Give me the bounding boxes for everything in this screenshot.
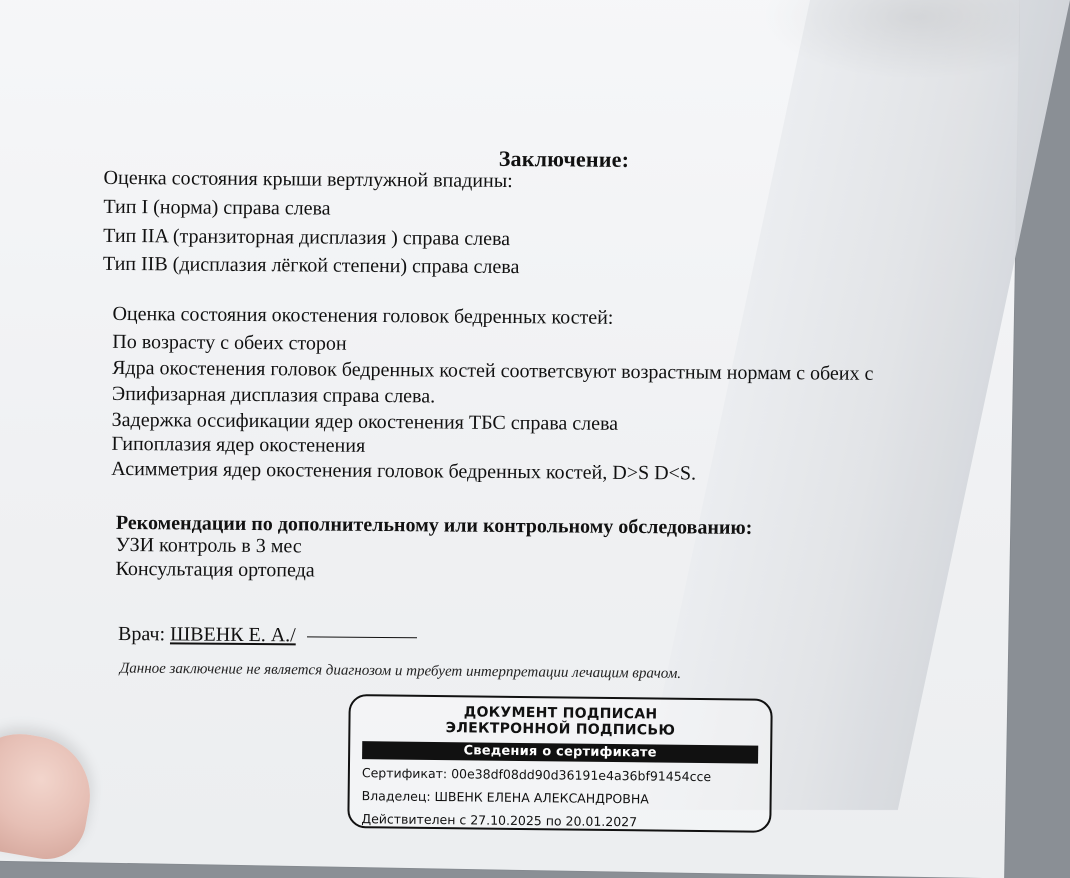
section1-line-3: Тип IIB (дисплазия лёгкой степени) справа слева [102,252,520,279]
doctor-label: Врач: [117,622,166,646]
doctor-line [118,623,417,648]
recommendations-line-1: УЗИ контроль в 3 мес [115,533,302,558]
doctor-name: ШВЕНК Е. А./ [169,623,296,647]
disclaimer-note: Данное заключение не является диагнозом и требует интерпретации лечащим врачом. [119,660,682,682]
document-title: Заключение: [498,145,630,172]
section2-line-3: Эпифизарная дисплазия справа слева. [111,382,436,408]
stamp-title-line-1: ДОКУМЕНТ ПОДПИСАН [463,704,658,723]
stamp-certificate-bar: Сведения о сертификате [362,741,758,763]
section2-line-4: Задержка оссификации ядер окостенения ТБС справа слева [111,408,619,435]
signature-line [307,636,417,638]
section1-line-2: Тип IIA (транзиторная дисплазия ) справа слева [103,224,511,251]
section1-line-1: Тип I (норма) справа слева [103,195,331,220]
stamp-title-line-2: ЭЛЕКТРОННОЙ ПОДПИСЬЮ [445,720,676,739]
section2-line-5: Гипоплазия ядер окостенения [111,432,366,457]
section2-line-2: Ядра окостенения головок бедренных костей соответсвуют возрастным нормам с обеих с [112,356,874,385]
e-signature-stamp [347,694,772,833]
section2-heading: Оценка состояния окостенения головок бедренных костей: [112,302,614,329]
recommendations-heading: Рекомендации по дополнительному или контрольному обследованию: [115,511,753,539]
stamp-owner: Владелец: ШВЕНК ЕЛЕНА АЛЕКСАНДРОВНА [361,788,649,807]
stamp-validity: Действителен с 27.10.2025 по 20.01.2027 [361,811,638,830]
section1-heading: Оценка состояния крыши вертлужной впадины: [103,166,513,193]
section2-line-6: Асимметрия ядер окостенения головок бедренных костей, D>S D<S. [111,457,697,485]
stamp-certificate: Сертификат: 00e38df08dd90d36191e4a36bf91454cce [361,765,712,785]
recommendations-line-2: Консультация ортопеда [115,557,315,582]
section2-line-1: По возрасту с обеих сторон [112,330,347,355]
